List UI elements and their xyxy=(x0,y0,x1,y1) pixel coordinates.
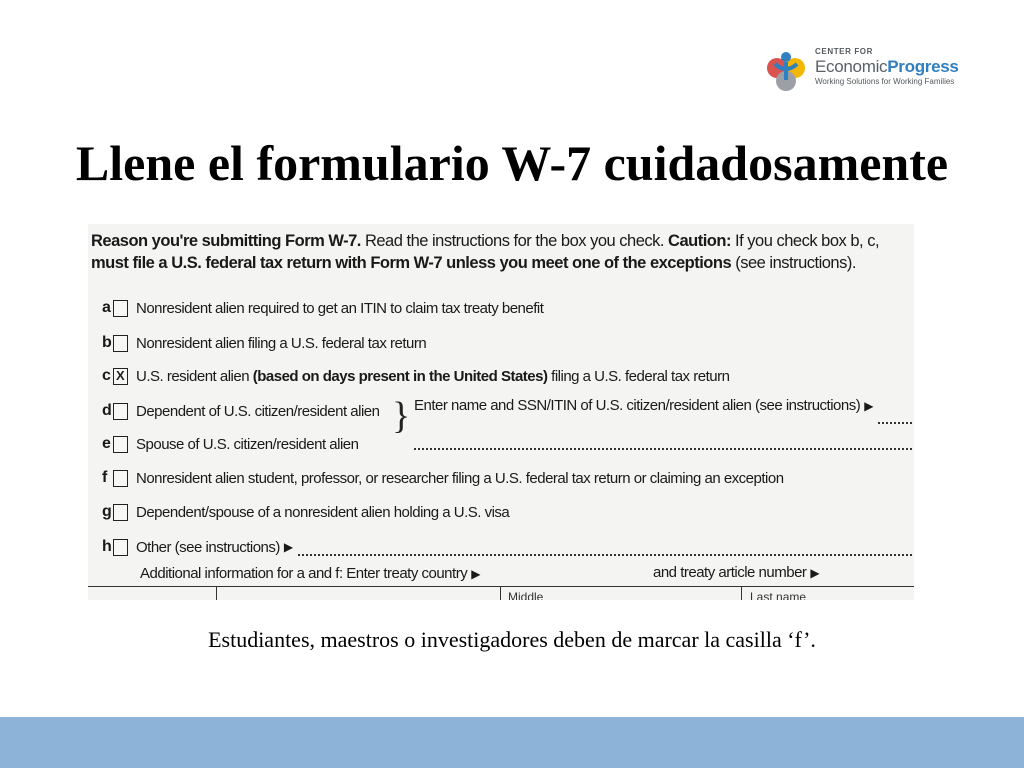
form-option-f xyxy=(102,466,784,490)
form-header-line-1: Reason you're submitting Form W-7. Read the instructions for the box you check. Caution: If you check box b, c, xyxy=(91,232,880,250)
option-letter: b xyxy=(102,334,112,351)
option-letter: h xyxy=(102,538,112,555)
option-label: U.S. resident alien (based on days present in the United States) filing a U.S. federal tax return xyxy=(136,367,730,385)
footer-bar xyxy=(0,717,1024,768)
checkbox-g xyxy=(113,504,128,521)
logo-figure-icon xyxy=(763,48,809,94)
checkbox-f xyxy=(113,470,128,487)
checkbox-b xyxy=(113,335,128,352)
logo-name-economic: Economic xyxy=(815,57,888,76)
arrow-right-icon: ▶ xyxy=(283,540,293,554)
option-label: Nonresident alien student, professor, or researcher filing a U.S. federal tax return or claiming an exception xyxy=(136,469,784,487)
arrow-right-icon: ▶ xyxy=(471,567,480,581)
checkbox-h xyxy=(113,539,128,556)
additional-info-line: Additional information for a and f: Enter treaty country ▶ xyxy=(140,565,480,582)
form-option-c xyxy=(102,364,729,388)
checkbox-c-checked xyxy=(113,368,128,385)
side-note-fill-line xyxy=(878,422,912,424)
side-note-fill-line-2 xyxy=(414,448,912,450)
logo-tagline: Working Solutions for Working Families xyxy=(815,77,955,86)
other-fill-line xyxy=(298,554,912,556)
option-label: Dependent of U.S. citizen/resident alien xyxy=(136,402,380,420)
form-option-h xyxy=(102,535,293,559)
form-header-line-2: must file a U.S. federal tax return with Form W-7 unless you meet one of the exceptions (see instructions). xyxy=(91,254,856,272)
option-label: Nonresident alien required to get an ITIN to claim tax treaty benefit xyxy=(136,299,544,317)
form-option-d xyxy=(102,399,380,423)
checkbox-e xyxy=(113,436,128,453)
form-option-e xyxy=(102,432,358,456)
slide-title: Llene el formulario W-7 cuidadosamente xyxy=(75,135,949,191)
option-letter: f xyxy=(102,469,107,486)
option-letter: a xyxy=(102,299,111,316)
side-note: Enter name and SSN/ITIN of U.S. citizen/resident alien (see instructions) ▶ xyxy=(414,397,873,414)
option-letter: d xyxy=(102,402,112,419)
form-option-b xyxy=(102,331,426,355)
field-divider xyxy=(216,586,217,600)
slide-caption: Estudiantes, maestros o investigadores deben de marcar la casilla ‘f’. xyxy=(208,627,816,652)
form-header xyxy=(91,230,879,274)
option-letter: g xyxy=(102,503,112,520)
field-divider xyxy=(500,586,501,600)
option-label: Spouse of U.S. citizen/resident alien xyxy=(136,435,359,453)
arrow-right-icon: ▶ xyxy=(810,566,820,580)
field-divider xyxy=(741,586,742,600)
checkbox-d xyxy=(113,403,128,420)
option-letter: e xyxy=(102,435,111,452)
cut-label-last: Last name xyxy=(750,590,807,600)
cut-label-middle: Middle xyxy=(508,590,544,600)
option-label: Nonresident alien filing a U.S. federal tax return xyxy=(136,334,427,352)
form-option-a xyxy=(102,296,543,320)
logo-top-line: CENTER FOR xyxy=(815,47,873,56)
option-label: Other (see instructions) xyxy=(136,538,280,556)
treaty-article-line: and treaty article number ▶ xyxy=(653,564,820,581)
checkbox-a xyxy=(113,300,128,317)
center-for-economic-progress-logo xyxy=(763,46,983,98)
option-label: Dependent/spouse of a nonresident alien holding a U.S. visa xyxy=(136,503,510,521)
option-letter: c xyxy=(102,367,111,384)
arrow-right-icon: ▶ xyxy=(864,399,873,413)
logo-name-progress: Progress xyxy=(887,57,959,76)
brace-icon: } xyxy=(392,395,411,437)
form-option-g xyxy=(102,500,509,524)
logo-name xyxy=(815,58,959,76)
w7-form-excerpt-image xyxy=(88,224,914,600)
form-bottom-rule xyxy=(88,586,914,587)
